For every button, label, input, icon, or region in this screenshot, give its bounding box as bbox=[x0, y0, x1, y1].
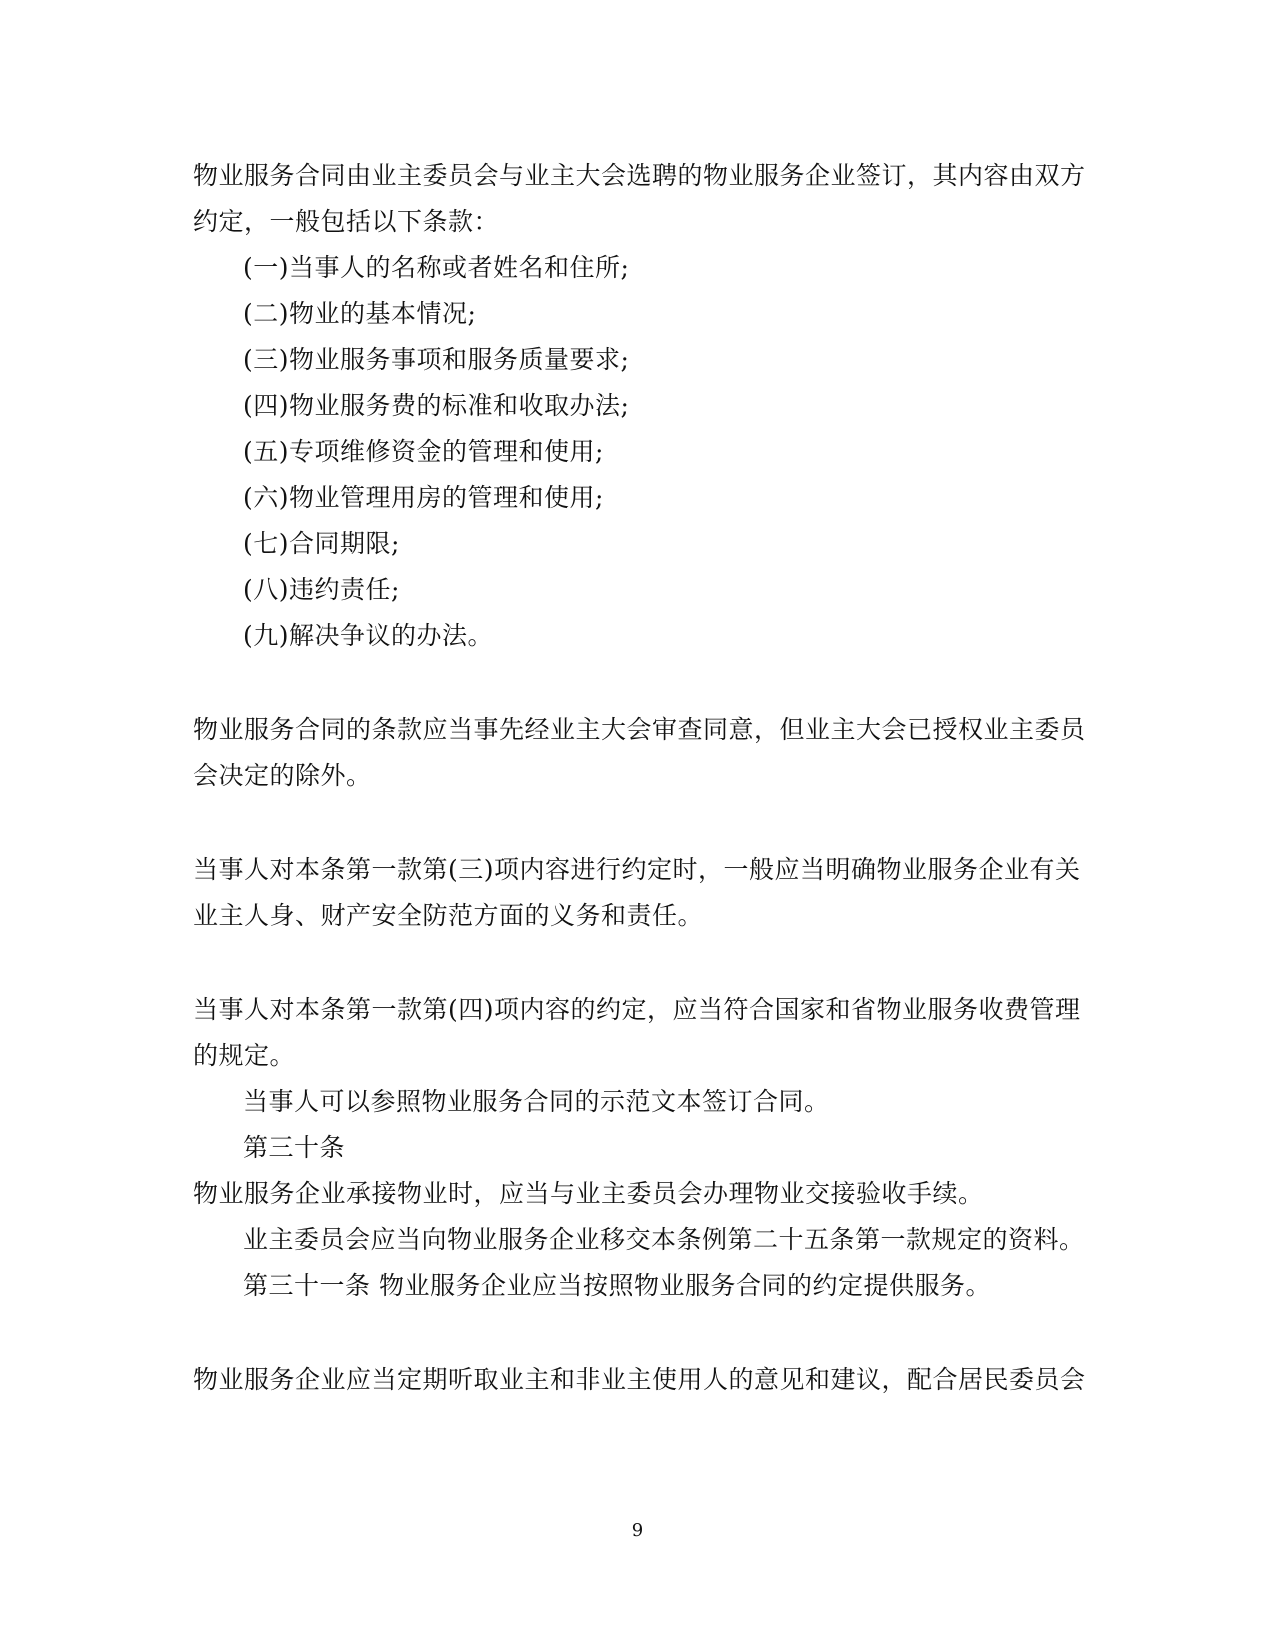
clause-item: (九)解决争议的办法。 bbox=[243, 621, 494, 650]
paragraph-line: 当事人对本条第一款第(四)项内容的约定，应当符合国家和省物业服务收费管理 bbox=[193, 995, 1081, 1024]
paragraph-line: 当事人对本条第一款第(三)项内容进行约定时，一般应当明确物业服务企业有关 bbox=[193, 855, 1081, 884]
clause-item: (六)物业管理用房的管理和使用; bbox=[243, 483, 604, 512]
page-number: 9 bbox=[631, 1520, 644, 1541]
clause-item: (五)专项维修资金的管理和使用; bbox=[243, 437, 604, 466]
clause-item: (四)物业服务费的标准和收取办法; bbox=[243, 391, 630, 420]
paragraph-line: 的规定。 bbox=[193, 1041, 296, 1070]
clause-item: (八)违约责任; bbox=[243, 575, 400, 604]
paragraph-line: 物业服务企业承接物业时，应当与业主委员会办理物业交接验收手续。 bbox=[193, 1179, 984, 1208]
paragraph-line: 当事人可以参照物业服务合同的示范文本签订合同。 bbox=[243, 1087, 830, 1116]
clause-item: (一)当事人的名称或者姓名和住所; bbox=[243, 253, 630, 282]
article-heading: 第三十条 bbox=[243, 1133, 346, 1162]
paragraph-line: 第三十一条 物业服务企业应当按照物业服务合同的约定提供服务。 bbox=[243, 1271, 991, 1300]
paragraph-line: 物业服务合同的条款应当事先经业主大会审查同意，但业主大会已授权业主委员 bbox=[193, 715, 1086, 744]
paragraph-line: 会决定的除外。 bbox=[193, 761, 372, 790]
paragraph-line: 物业服务合同由业主委员会与业主大会选聘的物业服务企业签订，其内容由双方 bbox=[193, 161, 1086, 190]
paragraph-line: 约定，一般包括以下条款： bbox=[193, 207, 500, 236]
clause-item: (七)合同期限; bbox=[243, 529, 400, 558]
paragraph-line: 物业服务企业应当定期听取业主和非业主使用人的意见和建议，配合居民委员会 bbox=[193, 1365, 1086, 1394]
paragraph-line: 业主人身、财产安全防范方面的义务和责任。 bbox=[193, 901, 704, 930]
clause-item: (三)物业服务事项和服务质量要求; bbox=[243, 345, 630, 374]
clause-item: (二)物业的基本情况; bbox=[243, 299, 477, 328]
paragraph-line: 业主委员会应当向物业服务企业移交本条例第二十五条第一款规定的资料。 bbox=[243, 1225, 1085, 1254]
